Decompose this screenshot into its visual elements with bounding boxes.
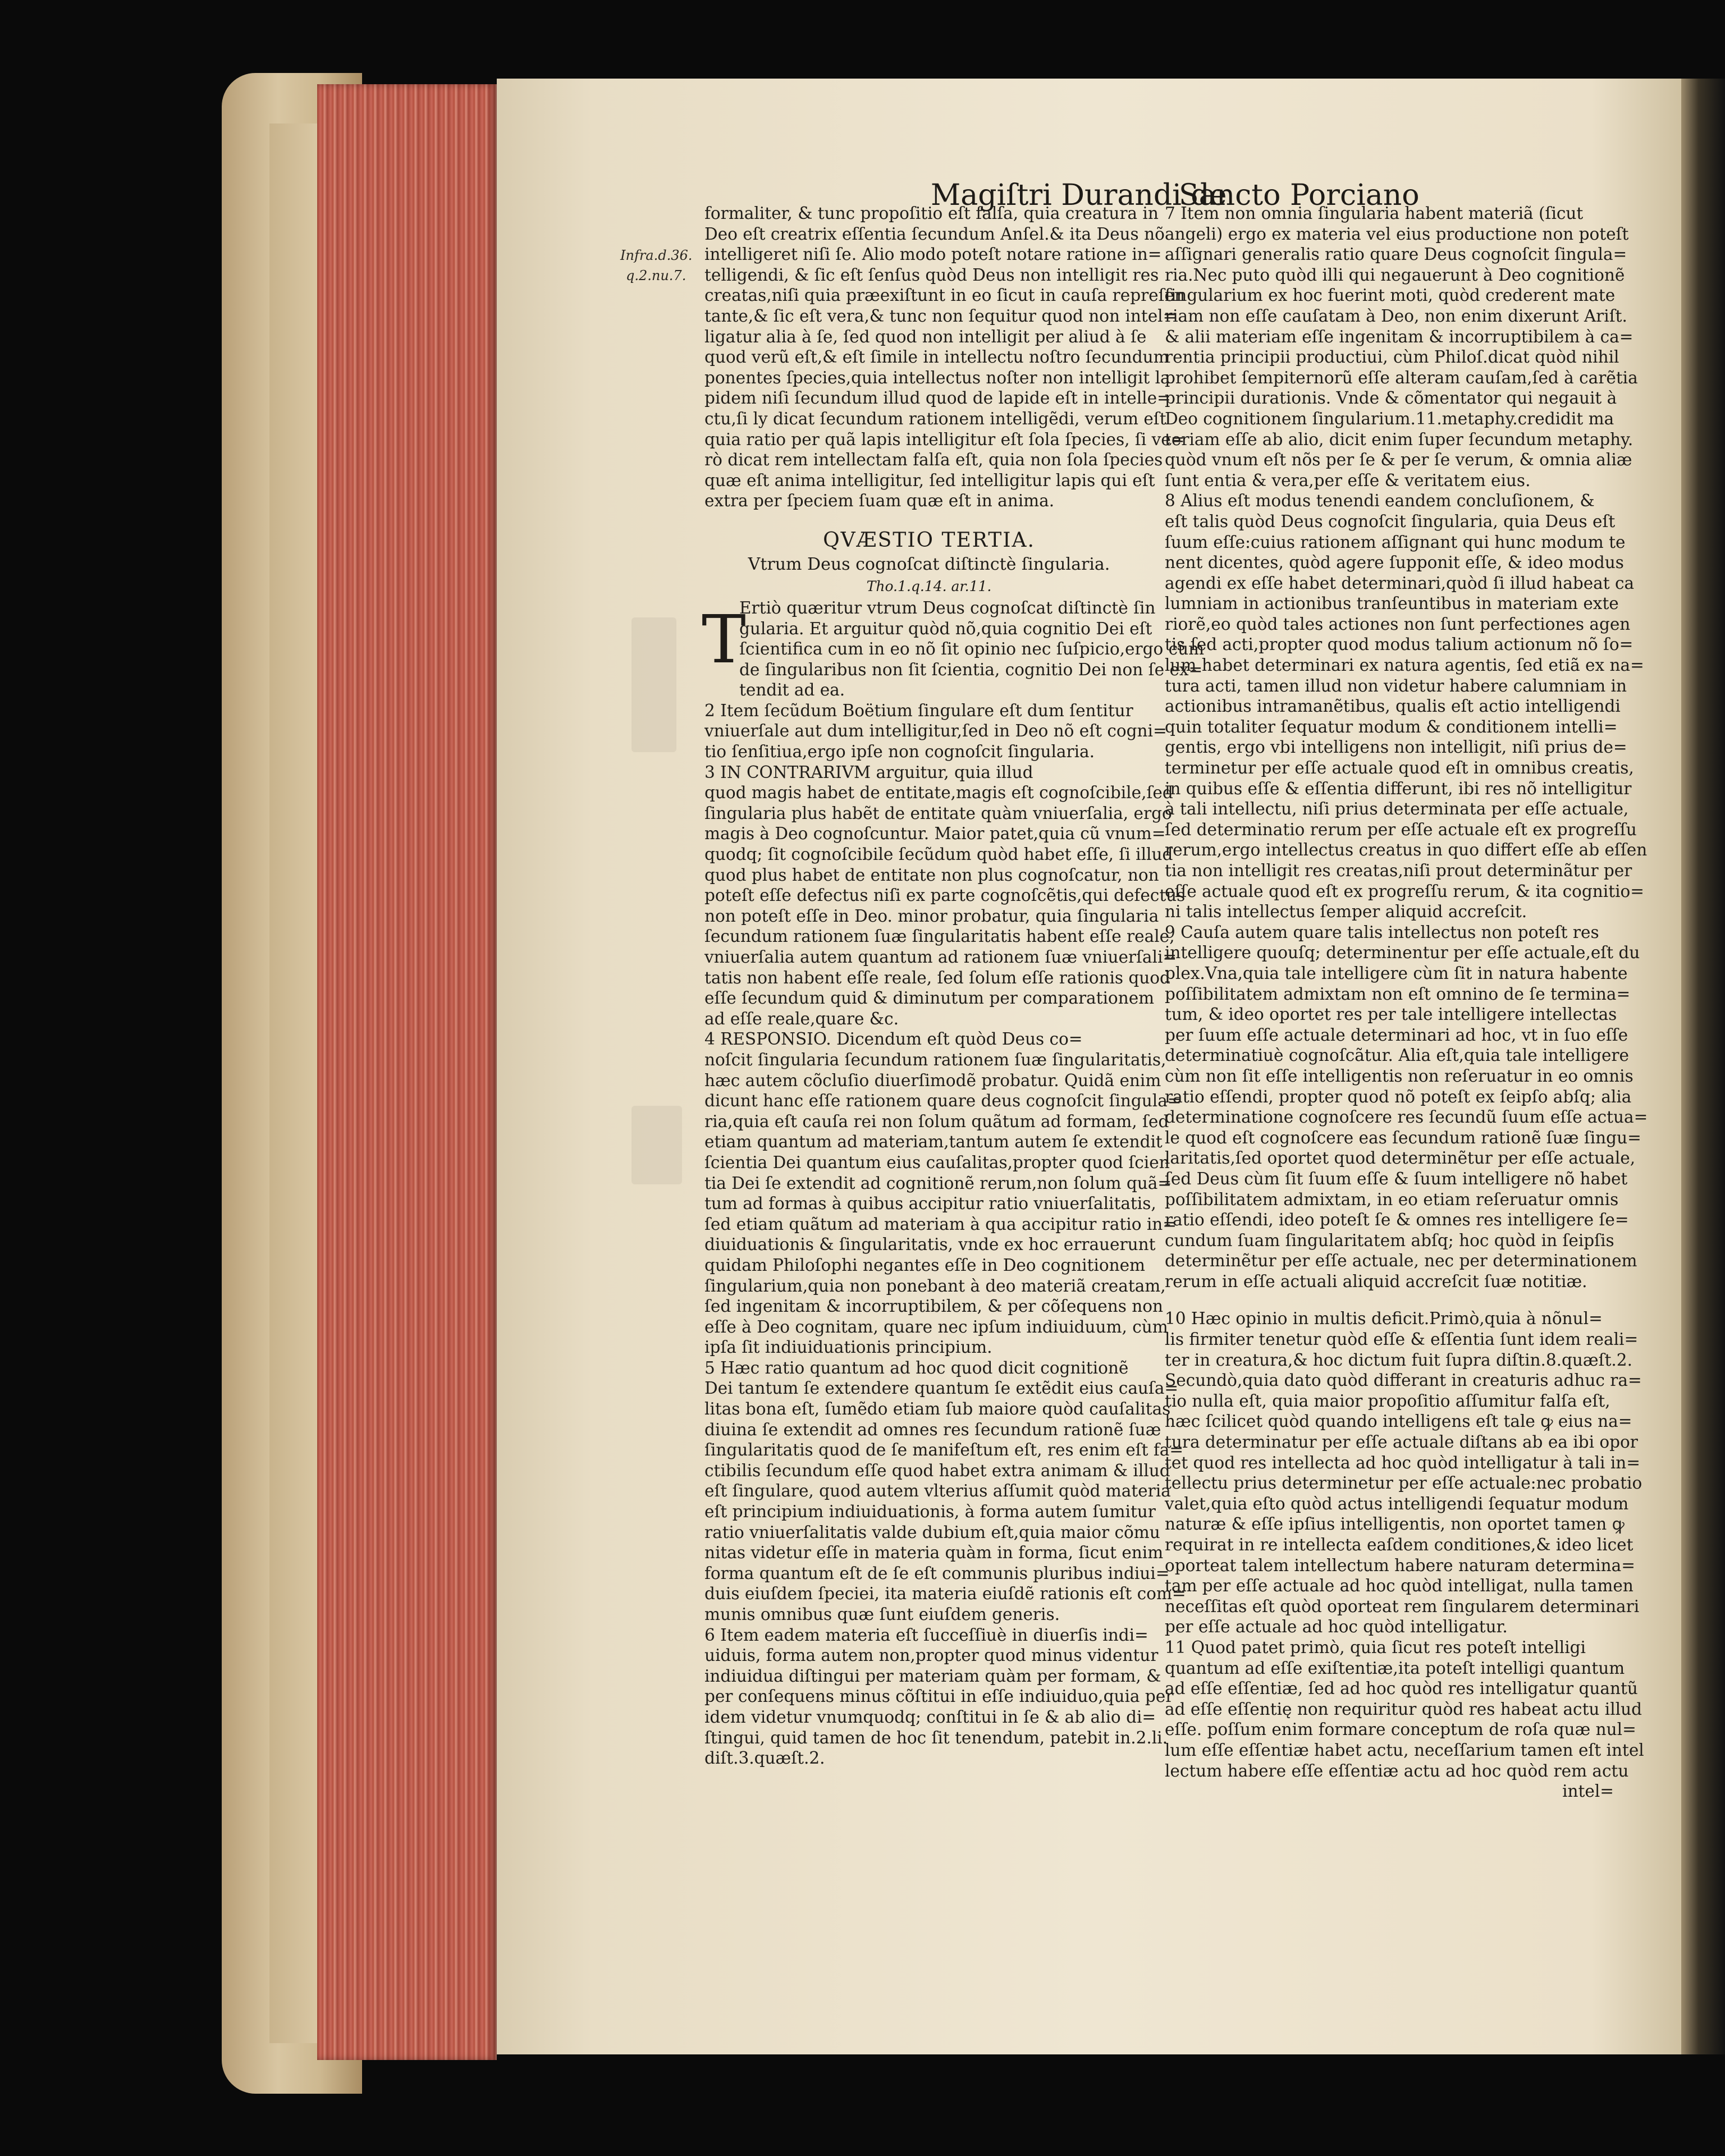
text-line: nent dicentes, quòd agere ſupponit eſſe, & ideo modus [1165,553,1624,573]
text-line: tum, & ideo oportet res per tale intelligere intellectas [1165,1005,1617,1024]
text-line: oporteat talem intellectum habere naturam determina= [1165,1555,1635,1575]
text-line: lectum habere eſſe eſſentiæ actu ad hoc quòd rem actu [1165,1761,1629,1780]
text-line: poſſibilitatem admixtam, in eo etiam reſeruatur omnis [1165,1189,1619,1209]
text-line: 6 Item eadem materia eſt ſucceſſiuè in diuerſis indi= [704,1625,1149,1645]
text-line: 11 Quod patet primò, quia ſicut res poteſt intelligi [1165,1637,1586,1657]
text-line: tis ſed acti,propter quod modus talium actionum nõ ſo= [1165,635,1634,654]
ink-offset-mark [632,617,676,752]
left-column-top-paragraph [704,203,1186,511]
text-line: ſingularium ex hoc fuerint moti, quòd crederent mate [1165,286,1616,305]
text-line: hæc ſcilicet quòd quando intelligens eſt tale ꝙ eius na= [1165,1412,1632,1431]
text-line: eſſe ſecundum quid & diminutum per comparationem [704,988,1155,1008]
text-line: intelligere quouſq; determinentur per eſſe actuale,eſt du [1165,943,1640,963]
text-line: magis à Deo cognoſcuntur. Maior patet,quia cũ vnum= [704,824,1166,844]
text-line: agendi ex eſſe habet determinari,quòd ſi illud habeat ca [1165,573,1635,593]
text-line: principii durationis. Vnde & cõmentator qui negauit à [1165,388,1617,408]
text-line: quod magis habet de entitate,magis eſt cognoſcibile,ſed [704,783,1173,803]
text-line: 7 Item non omnia ſingularia habent materiã (ſicut [1165,204,1584,223]
text-line: tia Dei ſe extendit ad cognitionẽ rerum,non ſolum quã= [704,1173,1172,1193]
text-line: ſingularium,quia non ponebant à deo materiã creatam, [704,1276,1166,1296]
text-line: hæc autem cõcluſio diuerſimodẽ probatur. Quidã enim [704,1070,1161,1090]
text-line: determinatione cognoſcere res ſecundũ ſuum eſſe actua= [1165,1107,1648,1127]
running-head-right: Sancto Porciano [1179,178,1420,212]
text-line: ratio eſſendi, propter quod nõ poteſt ex ſeipſo abſq; alia [1165,1087,1632,1106]
text-line: forma quantum eſt de ſe eſt communis pluribus indiui= [704,1563,1170,1583]
text-line: dicunt hanc eſſe rationem quare deus cognoſcit ſingula= [704,1091,1182,1111]
text-line: ria,quia eſt cauſa rei non ſolum quãtum ad formam, ſed [704,1111,1169,1131]
drop-capital: T [702,601,746,678]
text-line: tante,& ſic eſt vera,& tunc non ſequitur quod non intel= [704,306,1177,326]
text-line: 10 Hæc opinio in multis deficit.Primò,quia à nõnul= [1165,1309,1603,1329]
text-line: litas bona eſt, ſumẽdo etiam ſub maiore quòd cauſalitas [704,1399,1171,1419]
text-line: ipſa ſit indiuiduationis principium. [704,1338,992,1357]
text-line: ſed Deus cùm ſit ſuum eſſe & ſuum intelligere nõ habet [1165,1169,1628,1188]
text-line: eſt talis quòd Deus cognoſcit ſingularia, quia Deus eſt [1165,511,1616,531]
left-text-column [704,203,1205,1769]
text-line: ctu,ſi ly dicat ſecundum rationem intelligẽdi, verum eſt [704,409,1166,428]
text-line: lum habet determinari ex natura agentis, ſed etiã ex na= [1165,656,1644,675]
question-title: QVÆSTIO TERTIA. [823,528,1035,552]
text-line: uiduis, forma autem non,propter quod minus videntur [704,1646,1159,1665]
text-line: requirat in re intellecta eaſdem conditiones,& ideo licet [1165,1535,1634,1554]
margin-note: Infra.d.36. [620,248,693,263]
text-line: ter in creatura,& hoc dictum fuit ſupra diſtin.8.quæſt.2. [1165,1350,1632,1370]
right-column-section-b [1165,1308,1644,1781]
text-line: etiam quantum ad materiam,tantum autem ſe extendit [704,1132,1163,1152]
text-line: ctibilis ſecundum eſſe quod habet extra animam & illud [704,1461,1170,1480]
text-line: ſed ingenitam & incorruptibilem, & per cõſequens non [704,1297,1164,1316]
text-line: 2 Item ſecũdum Boëtium ſingulare eſt dum ſentitur [704,701,1133,720]
text-line: Secundò,quia dato quòd differant in creaturis adhuc ra= [1165,1371,1642,1390]
text-line: tatis non habent eſſe reale, ſed ſolum eſſe rationis quod [704,968,1170,987]
text-line: quia ratio per quã lapis intelligitur eſt ſola ſpecies, ſi ve= [704,429,1185,449]
text-line: angeli) ergo ex materia vel eius productione non poteſt [1165,224,1629,244]
text-line: determinẽtur per eſſe actuale, nec per determinationem [1165,1251,1637,1271]
text-line: nitas videtur eſſe in materia quàm in forma, ſicut enim [704,1543,1164,1563]
text-line: riorẽ,eo quòd tales actiones non ſunt perfectiones agen [1165,614,1631,634]
text-line: Deo eſt creatrix eſſentia ſecundum Anſel.& ita Deus nõ [704,224,1165,244]
text-line: tum ad formas à quibus accipitur ratio vniuerſalitatis, [704,1194,1156,1214]
text-line: tendit ad ea. [739,680,845,700]
text-line: actionibus intramanẽtibus, qualis eſt actio intelligendi [1165,697,1621,716]
red-page-edges [317,84,497,2060]
text-line: 8 Alius eſt modus tenendi eandem concluſionem, & [1165,491,1595,511]
text-line: tio ſenſitiua,ergo ipſe non cognoſcit ſingularia. [704,742,1095,762]
text-line: ria.Nec puto quòd illi qui negauerunt à Deo cognitionẽ [1165,265,1625,285]
text-line: cundum ſuam ſingularitatem abſq; hoc quòd in ſeipſis [1165,1230,1614,1250]
right-column-section-a [1165,203,1648,1292]
text-line: prohibet ſempiternorũ eſſe alteram cauſam,ſed à carẽtia [1165,368,1638,387]
text-line: quidam Philoſophi negantes eſſe in Deo cognitionem [704,1255,1146,1275]
running-head-left: Magiſtri Durandi de [931,178,1227,212]
text-line: telligendi, & ſic eſt ſenſus quòd Deus non intelligit res [704,265,1159,285]
text-line: laritatis,ſed oportet quod determinẽtur per eſſe actuale, [1165,1148,1636,1168]
text-line: teriam eſſe ab alio, dicit enim ſuper ſecundum metaphy. [1165,429,1634,449]
text-line: extra per ſpeciem ſuam quæ eſt in anima. [704,491,1055,511]
text-line: ſtingui, quid tamen de hoc ſit tenendum, patebit in.2.li. [704,1728,1168,1747]
text-line: ſed determinatio rerum per eſſe actuale eſt ex progreſſu [1165,820,1637,839]
text-line: neceſſitas eſt quòd oporteat rem ſingularem determinari [1165,1596,1640,1616]
text-line: vniuerſalia autem quantum ad rationem ſuæ vniuerſali= [704,947,1177,967]
text-line: eſſe à Deo cognitam, quare nec ipſum indiuiduum, cùm [704,1317,1168,1336]
text-line: le quod eſt cognoſcere eas ſecundum rationẽ ſuæ ſingu= [1165,1128,1641,1147]
text-line: & alii materiam eſſe ingenitam & incorruptibilem à ca= [1165,327,1634,346]
text-line: ſcientia Dei quantum eius cauſalitas,propter quod ſcien [704,1152,1170,1172]
text-line: tellectu prius determinetur per eſſe actuale:nec probatio [1165,1473,1642,1493]
text-line: 4 RESPONSIO. Dicendum eſt quòd Deus co= [704,1029,1083,1049]
text-line: eſt ſingulare, quod autem vlterius aſſumit quòd materia [704,1481,1171,1501]
text-line: tura acti, tamen illud non videtur habere calumniam in [1165,676,1627,695]
text-line: à tali intellectu, niſi prius determinata per eſſe actuale, [1165,799,1629,819]
text-line: 9 Cauſa autem quare talis intellectus non poteſt res [1165,922,1599,942]
text-line: tura determinatur per eſſe actuale diſtans ab ea ibi opor [1165,1432,1638,1452]
text-line: de ſingularibus non ſit ſcientia, cognitio Dei non ſe ex= [739,660,1203,679]
text-line: lumniam in actionibus tranſeuntibus in materiam exte [1165,594,1619,614]
text-line: vniuerſale aut dum intelligitur,ſed in Deo nõ eſt cogni= [704,721,1167,741]
text-line: poſſibilitatem admixtam non eſt omnino de ſe termina= [1165,984,1631,1004]
text-line: riam non eſſe cauſatam à Deo, non enim dixerunt Ariſt. [1165,306,1627,326]
text-line: gularia. Et arguitur quòd nõ,quia cognitio Dei eſt [739,619,1152,638]
text-line: intelligeret niſi ſe. Alio modo poteſt notare ratione in= [704,245,1162,264]
text-line: quin totaliter ſequatur modum & conditionem intelli= [1165,717,1618,736]
text-line: quæ eſt anima intelligitur, ſed intelligitur lapis qui eſt [704,470,1155,490]
text-line: ni talis intellectus ſemper aliquid accreſcit. [1165,902,1527,922]
text-line: idem videtur vnumquodq; conſtitui in ſe & ab alio di= [704,1707,1156,1727]
text-line: ratio eſſendi, ideo poteſt ſe & omnes res intelligere ſe= [1165,1210,1629,1230]
text-line: Deo cognitionem ſingularium.11.metaphy.credidit ma [1165,409,1614,428]
text-line: ſingularitatis quod de ſe manifeſtum eſt, res enim eſt fa= [704,1440,1184,1460]
text-line: 5 Hæc ratio quantum ad hoc quod dicit cognitionẽ [704,1358,1129,1377]
text-line: cùm non ſit eſſe intelligentis non reſeruatur in eo omnis [1165,1066,1634,1086]
text-line: ſuum eſſe:cuius rationem aſſignant qui hunc modum te [1165,532,1626,552]
text-line: ſingularia plus habẽt de entitate quàm vniuerſalia, ergo [704,803,1172,823]
text-line: noſcit ſingularia ſecundum rationem ſuæ ſingularitatis, [704,1050,1166,1069]
text-line: ad eſſe eſſentię non requiritur quòd res habeat actu illud [1165,1699,1642,1719]
text-line: lis firmiter tenetur quòd eſſe & eſſentia ſunt idem reali= [1165,1330,1639,1349]
text-line: ſcientifica cum in eo nõ ſit opinio nec ſuſpicio,ergo cùm [739,639,1205,659]
text-line: diuiduationis & ſingularitatis, vnde ex hoc errauerunt [704,1235,1156,1255]
text-line: Dei tantum ſe extendere quantum ſe extẽdit eius cauſa= [704,1379,1179,1398]
text-line: ponentes ſpecies,quia intellectus noſter non intelligit la [704,368,1170,387]
text-line: tam per eſſe actuale ad hoc quòd intelligat, nulla tamen [1165,1576,1634,1596]
text-line: ad eſſe eſſentiæ, ſed ad hoc quòd res intelligatur quantũ [1165,1679,1638,1699]
text-line: eſt principium indiuiduationis, à forma autem ſumitur [704,1502,1156,1522]
right-text-column [1165,203,1648,1802]
text-line: 3 IN CONTRARIVM arguitur, quia illud [704,762,1033,782]
question-reference: Tho.1.q.14. ar.11. [866,578,992,594]
text-line: per conſequens minus cõſtitui in eſſe indiuiduo,quia per [704,1687,1174,1706]
text-line: per ſuum eſſe actuale determinari ad hoc, vt in ſuo eſſe [1165,1025,1628,1045]
text-line: creatas,niſi quia præexiſtunt in eo ſicut in cauſa repreſen [704,286,1186,305]
text-line: quod verũ eſt,& eſt ſimile in intellectu noſtro ſecundum [704,347,1169,367]
catchword: intel= [1562,1782,1614,1801]
left-column-body [704,598,1205,1769]
question-subtitle: Vtrum Deus cognoſcat diſtinctè ſingularia. [748,554,1110,574]
text-line: ſecundum rationem ſuæ ſingularitatis habent eſſe reale, [704,927,1175,946]
text-line: quantum ad eſſe exiſtentiæ,ita poteſt intelligi quantum [1165,1658,1625,1678]
text-line: per eſſe actuale ad hoc quòd intelligatur. [1165,1617,1508,1637]
text-line: lum eſſe eſſentiæ habet actu, neceſſarium tamen eſt intel [1165,1740,1644,1760]
text-line: ſunt entia & vera,per eſſe & veritatem eius. [1165,470,1531,490]
text-line: poteſt eſſe defectus niſi ex parte cognoſcẽtis,qui defectus [704,886,1186,905]
text-line: ad eſſe reale,quare &c. [704,1009,899,1028]
text-line: in quibus eſſe & eſſentia differunt, ibi res nõ intelligitur [1165,779,1632,798]
text-line: ratio vniuerſalitatis valde dubium eſt,quia maior cõmu [704,1522,1160,1542]
text-line: eſſe. poſſum enim formare conceptum de roſa quæ nul= [1165,1720,1636,1740]
text-line: diſt.3.quæſt.2. [704,1748,825,1768]
text-line: rerum in eſſe actuali aliquid accreſcit ſuæ notitiæ. [1165,1271,1587,1291]
text-line: tia non intelligit res creatas,niſi prout determinãtur per [1165,861,1632,880]
text-line: determinatiuè cognoſcãtur. Alia eſt,quia tale intelligere [1165,1046,1629,1065]
text-line: pidem niſi ſecundum illud quod de lapide eſt in intelle= [704,388,1171,408]
text-line: indiuidua diſtingui per materiam quàm per formam, & [704,1666,1161,1686]
text-line: quòd vnum eſt nõs per ſe & per ſe verum, & omnia aliæ [1165,450,1632,470]
text-line: rò dicat rem intellectam falſa eſt, quia non ſola ſpecies [704,450,1163,470]
text-line: gentis, ergo vbi intelligens non intelligit, niſi prius de= [1165,738,1627,757]
text-line: quodq; ſit cognoſcibile ſecũdum quòd habet eſſe, ſi illud [704,845,1173,864]
text-line: terminetur per eſſe actuale quod eſt in omnibus creatis, [1165,758,1634,778]
text-line: eſſe actuale quod eſt ex progreſſu rerum, & ita cognitio= [1165,881,1644,901]
text-line: naturæ & eſſe ipſius intelligentis, non oportet tamen ꝙ [1165,1514,1625,1534]
text-line: duis eiuſdem ſpeciei, ita materia eiuſdẽ rationis eſt com= [704,1584,1186,1604]
text-line: non poteſt eſſe in Deo. minor probatur, quia ſingularia [704,906,1159,926]
text-line: formaliter, & tunc propoſitio eſt falſa, quia creatura in [704,204,1159,223]
text-line: valet,quia eſto quòd actus intelligendi ſequatur modum [1165,1494,1629,1513]
text-line: ſed etiam quãtum ad materiam à qua accipitur ratio in= [704,1214,1177,1234]
text-line: ligatur alia à ſe, ſed quod non intelligit per aliud à ſe [704,327,1147,346]
text-line: plex.Vna,quia tale intelligere cùm ſit in natura habente [1165,963,1628,983]
book-gutter [1681,79,1725,2054]
ink-offset-mark [632,1106,682,1184]
text-line: tio nulla eſt, quia maior propoſitio aſſumitur falſa eſt, [1165,1391,1610,1411]
text-line: tet quod res intellecta ad hoc quòd intelligatur à tali in= [1165,1453,1641,1472]
margin-note: q.2.nu.7. [626,268,687,283]
text-line: rerum,ergo intellectus creatus in quo differt eſſe ab eſſen [1165,840,1648,860]
text-line: aſſignari generalis ratio quare Deus cognoſcit ſingula= [1165,245,1627,264]
text-line: rentia principii productiui, cùm Philoſ.dicat quòd nihil [1165,347,1619,367]
text-line: munis omnibus quæ ſunt eiuſdem generis. [704,1605,1060,1624]
text-line: quod plus habet de entitate non plus cognoſcatur, non [704,865,1159,885]
text-line: Ertiò quæritur vtrum Deus cognoſcat diſtinctè ſin [739,598,1156,617]
text-line: diuina ſe extendit ad omnes res ſecundum rationẽ ſuæ [704,1420,1161,1439]
